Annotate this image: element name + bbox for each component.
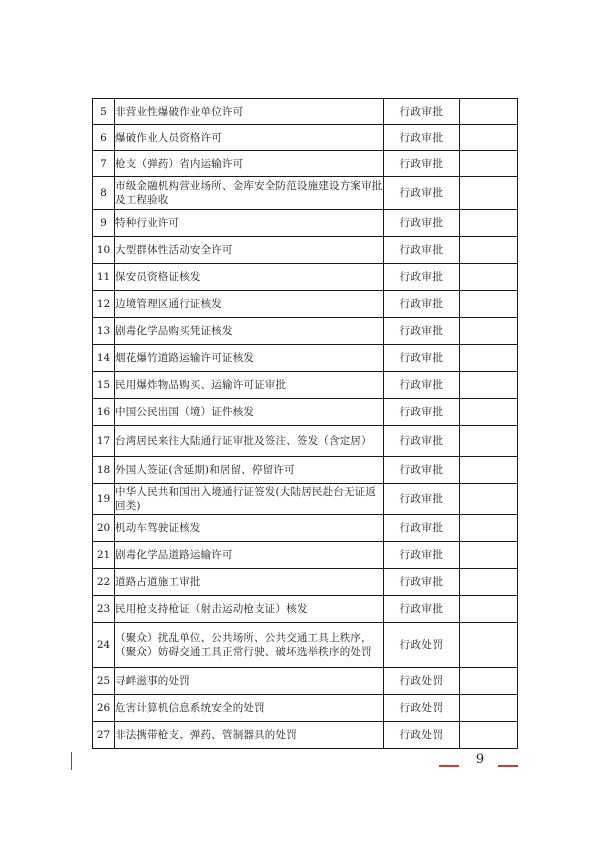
item-note [460, 484, 518, 515]
item-name: 剧毒化学品道路运输许可 [115, 542, 384, 569]
item-name: 枪支（弹药）省内运输许可 [115, 151, 384, 177]
table-row [93, 569, 518, 596]
table-row [93, 318, 518, 345]
item-category: 行政处罚 [384, 668, 460, 695]
item-name: 特种行业许可 [115, 210, 384, 237]
item-category: 行政审批 [384, 99, 460, 125]
table-row [93, 237, 518, 264]
item-name: 民用枪支持枪证（射击运动枪支证）核发 [115, 596, 384, 623]
item-note [460, 151, 518, 177]
item-note [460, 264, 518, 291]
table-row [93, 372, 518, 399]
row-number: 12 [93, 291, 115, 318]
table-row [93, 264, 518, 291]
item-note [460, 237, 518, 264]
item-category: 行政审批 [384, 515, 460, 542]
item-category: 行政处罚 [384, 722, 460, 749]
row-number: 7 [93, 151, 115, 177]
table-row [93, 623, 518, 668]
item-name: 外国人签证(含延期)和居留、停留许可 [115, 457, 384, 484]
item-name: 中国公民出国（境）证件核发 [115, 399, 384, 426]
item-name: 道路占道施工审批 [115, 569, 384, 596]
row-number: 14 [93, 345, 115, 372]
item-note [460, 457, 518, 484]
item-category: 行政审批 [384, 484, 460, 515]
row-number: 20 [93, 515, 115, 542]
table-row [93, 151, 518, 177]
row-number: 26 [93, 695, 115, 722]
row-number: 5 [93, 99, 115, 125]
table-row [93, 426, 518, 457]
row-number: 19 [93, 484, 115, 515]
item-category: 行政审批 [384, 291, 460, 318]
item-name: 台湾居民来往大陆通行证审批及签注、签发（含定居） [115, 426, 384, 457]
table-row [93, 457, 518, 484]
item-name: 保安员资格证核发 [115, 264, 384, 291]
row-number: 18 [93, 457, 115, 484]
row-number: 6 [93, 125, 115, 151]
item-note [460, 722, 518, 749]
item-category: 行政审批 [384, 237, 460, 264]
item-note [460, 426, 518, 457]
row-number: 17 [93, 426, 115, 457]
item-name: 剧毒化学品购买凭证核发 [115, 318, 384, 345]
row-number: 27 [93, 722, 115, 749]
row-number: 25 [93, 668, 115, 695]
item-note [460, 318, 518, 345]
table-row [93, 484, 518, 515]
table-row [93, 210, 518, 237]
item-note [460, 372, 518, 399]
item-category: 行政审批 [384, 264, 460, 291]
items-table [92, 98, 518, 749]
page-footer [436, 750, 526, 774]
item-note [460, 542, 518, 569]
item-note [460, 515, 518, 542]
item-category: 行政处罚 [384, 695, 460, 722]
item-name: 中华人民共和国出入境通行证签发(大陆居民赴台无证返回类) [115, 484, 384, 515]
table-row [93, 125, 518, 151]
table-row [93, 596, 518, 623]
item-category: 行政审批 [384, 596, 460, 623]
row-number: 11 [93, 264, 115, 291]
table-row [93, 399, 518, 426]
item-note [460, 125, 518, 151]
row-number: 9 [93, 210, 115, 237]
item-name: 危害计算机信息系统安全的处罚 [115, 695, 384, 722]
row-number: 23 [93, 596, 115, 623]
item-note [460, 99, 518, 125]
item-note [460, 569, 518, 596]
item-name: 大型群体性活动安全许可 [115, 237, 384, 264]
row-number: 10 [93, 237, 115, 264]
item-category: 行政审批 [384, 125, 460, 151]
table-row [93, 177, 518, 210]
binding-margin-mark [71, 752, 72, 770]
item-name: 市级金融机构营业场所、金库安全防范设施建设方案审批及工程验收 [115, 177, 384, 210]
row-number: 13 [93, 318, 115, 345]
item-name: 爆破作业人员资格许可 [115, 125, 384, 151]
item-category: 行政审批 [384, 426, 460, 457]
item-category: 行政审批 [384, 569, 460, 596]
item-note [460, 668, 518, 695]
item-name: 寻衅滋事的处罚 [115, 668, 384, 695]
table-row [93, 695, 518, 722]
item-note [460, 399, 518, 426]
table-row [93, 542, 518, 569]
item-name: 烟花爆竹道路运输许可证核发 [115, 345, 384, 372]
table-row [93, 291, 518, 318]
item-category: 行政审批 [384, 151, 460, 177]
page-number: 9 [475, 752, 487, 767]
footer-dash-right [498, 765, 518, 767]
item-category: 行政审批 [384, 177, 460, 210]
table-row [93, 722, 518, 749]
item-name: 非营业性爆破作业单位许可 [115, 99, 384, 125]
row-number: 15 [93, 372, 115, 399]
item-category: 行政处罚 [384, 623, 460, 668]
items-table-body [93, 99, 518, 749]
item-note [460, 596, 518, 623]
table-row [93, 668, 518, 695]
item-category: 行政审批 [384, 372, 460, 399]
row-number: 21 [93, 542, 115, 569]
item-note [460, 695, 518, 722]
item-note [460, 210, 518, 237]
item-category: 行政审批 [384, 345, 460, 372]
row-number: 22 [93, 569, 115, 596]
item-category: 行政审批 [384, 542, 460, 569]
item-note [460, 177, 518, 210]
item-name: 民用爆炸物品购买、运输许可证审批 [115, 372, 384, 399]
row-number: 24 [93, 623, 115, 668]
table-row [93, 515, 518, 542]
item-name: 边境管理区通行证核发 [115, 291, 384, 318]
table-row [93, 99, 518, 125]
item-category: 行政审批 [384, 399, 460, 426]
item-category: 行政审批 [384, 210, 460, 237]
item-name: 非法携带枪支、弹药、管制器具的处罚 [115, 722, 384, 749]
item-note [460, 345, 518, 372]
item-name: 机动车驾驶证核发 [115, 515, 384, 542]
row-number: 8 [93, 177, 115, 210]
item-note [460, 291, 518, 318]
item-name: （聚众）扰乱单位、公共场所、公共交通工具上秩序，（聚众）妨碍交通工具正常行驶、破坏选举秩序的处罚 [115, 623, 384, 668]
item-category: 行政审批 [384, 318, 460, 345]
item-category: 行政审批 [384, 457, 460, 484]
table-row [93, 345, 518, 372]
row-number: 16 [93, 399, 115, 426]
item-note [460, 623, 518, 668]
